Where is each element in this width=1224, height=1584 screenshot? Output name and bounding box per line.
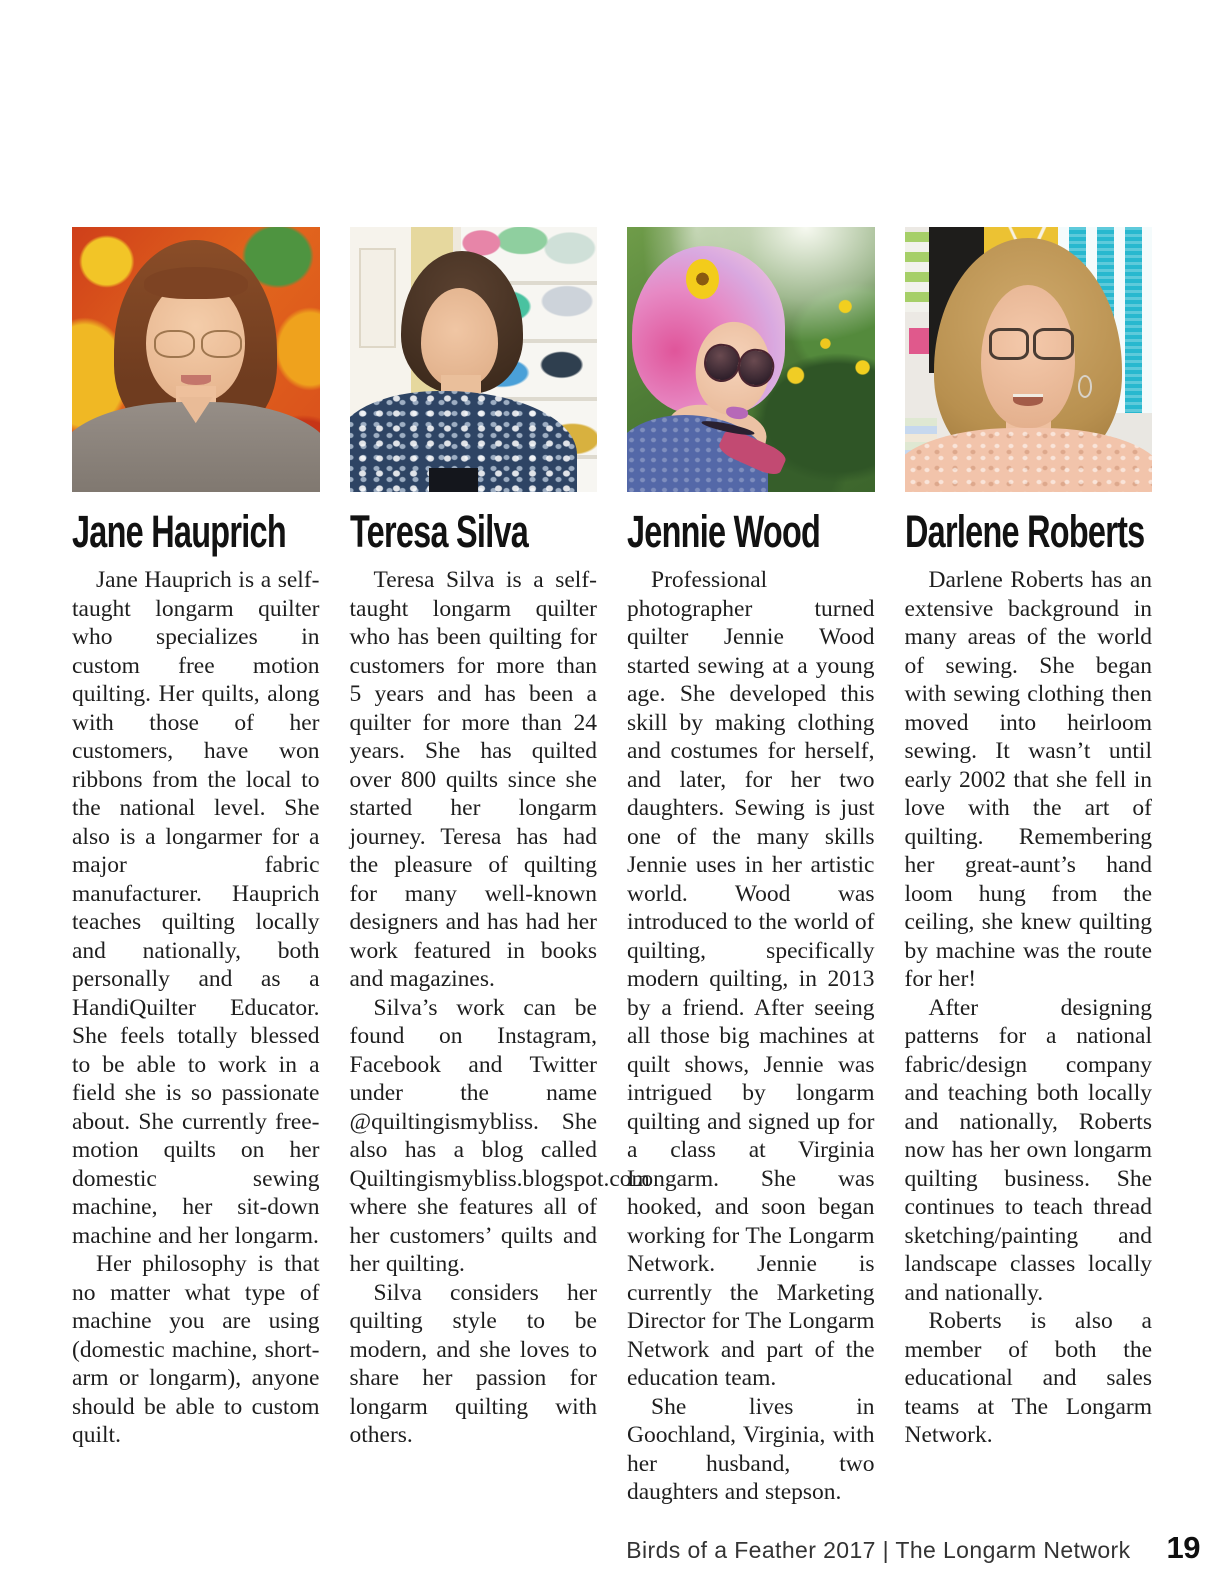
bio-paragraph: Her philosophy is that no matter what type of machine you are using (domestic machine, short-arm or longarm), anyone should be able to custom quilt.	[72, 1251, 320, 1448]
page-number: 19	[1166, 1530, 1200, 1565]
profile-jennie-wood	[627, 227, 875, 1507]
glasses-left-shape	[154, 330, 195, 358]
profile-name: Darlene Roberts	[904, 506, 1144, 557]
green-quilt-shape	[905, 232, 932, 312]
lace-top-shape	[905, 428, 1153, 492]
bio-paragraph: Silva considers her quilting style to be modern, and she loves to share her passion for longarm quilting with others.	[349, 1279, 597, 1448]
bio-paragraph: Teresa Silva is a self-taught longarm quilter who has been quilting for customers for more than 5 years and has been a quilter for more than 24 years. She has quilted over 800 quilts since she started her longarm journey. Teresa has had the pleasure of quilting for many well-known designers and has had her work featured in books and magazines.	[349, 567, 597, 992]
photo-teresa-silva	[350, 227, 598, 492]
bangs-shape	[144, 267, 248, 299]
photo-jane-hauprich	[72, 227, 320, 492]
glasses-left-shape	[989, 328, 1030, 361]
earring-shape	[1078, 375, 1092, 398]
pink-patch-shape	[909, 328, 929, 355]
bio-paragraph: Roberts is also a member of both the educational and sales teams at The Longarm Network.	[904, 1308, 1152, 1448]
profile-bio	[349, 566, 650, 1450]
footer-title: Birds of a Feather 2017 | The Longarm Network	[626, 1537, 1131, 1563]
profile-bio	[72, 566, 320, 1450]
profile-name: Jennie Wood	[627, 506, 821, 557]
sunflower-in-hair-shape	[686, 259, 718, 299]
bio-paragraph: After designing patterns for a national fabric/design company and teaching both locally and nationally, Roberts now has her own longarm quilting business. She continues to teach thread sketching/painting and landscape classes locally and nationally.	[904, 994, 1152, 1306]
bio-paragraph: Professional photographer turned quilter Jennie Wood started sewing at a young age. She developed this skill by making clothing and costumes for herself, and later, for her two daughters. Sewing is just one of the many skills Jennie uses in her artistic world. Wood was introduced to the world of quilting, specifically modern quilting, in 2013 by a friend. After seeing all those big machines at quilt shows, Jennie was intrigued by longarm quilting and signed up for a class at Virginia Longarm. She was hooked, and soon began working for The Longarm Network. Jennie is currently the Marketing Director for The Longarm Network and part of the education team.	[627, 567, 875, 1391]
bio-paragraph: Silva’s work can be found on Instagram, Facebook and Twitter under the name @quiltingismybliss. She also has a blog called Quiltingismybliss.blogspot.com where she features all of her customers’ quilts and her quilting.	[349, 994, 650, 1277]
profile-name: Teresa Silva	[349, 506, 528, 557]
undershirt-shape	[429, 468, 479, 492]
glasses-right-shape	[201, 330, 242, 358]
page-footer	[626, 1530, 1200, 1566]
bio-paragraph: She lives in Goochland, Virginia, with her husband, two daughters and stepson.	[627, 1393, 875, 1505]
bio-paragraph: Jane Hauprich is a self-taught longarm quilter who specializes in custom free motion quilting. Her quilts, along with those of her customers, have won ribbons from the local to the national level. She also is a longarmer for a major fabric manufacturer. Hauprich teaches quilting locally and nationally, both personally and as a HandiQuilter Educator. She feels totally blessed to be able to work in a field she is so passionate about. She currently free-motion quilts on her domestic sewing machine, her sit-down machine and her longarm.	[72, 567, 320, 1249]
profile-bio	[905, 566, 1153, 1450]
mouth-shape	[1013, 394, 1043, 406]
profile-teresa-silva	[349, 227, 650, 1507]
glasses-right-shape	[1033, 328, 1074, 361]
profile-name: Jane Hauprich	[72, 506, 286, 557]
profiles-grid	[0, 227, 1224, 1507]
photo-darlene-roberts	[905, 227, 1153, 492]
mouth-shape	[181, 375, 211, 384]
face-shape	[421, 288, 498, 389]
door-panel-shape	[359, 248, 395, 347]
photo-jennie-wood	[627, 227, 875, 492]
bio-paragraph: Darlene Roberts has an extensive background in many areas of the world of sewing. She began with sewing clothing then moved into heirloom sewing. It wasn’t until early 2002 that she fell in love with the art of quilting. Remembering her great-aunt’s hand loom hung from the ceiling, she knew quilting by machine was the route for her!	[904, 567, 1152, 992]
profile-jane-hauprich	[72, 227, 320, 1507]
profile-bio	[627, 566, 875, 1507]
profile-darlene-roberts	[905, 227, 1153, 1507]
